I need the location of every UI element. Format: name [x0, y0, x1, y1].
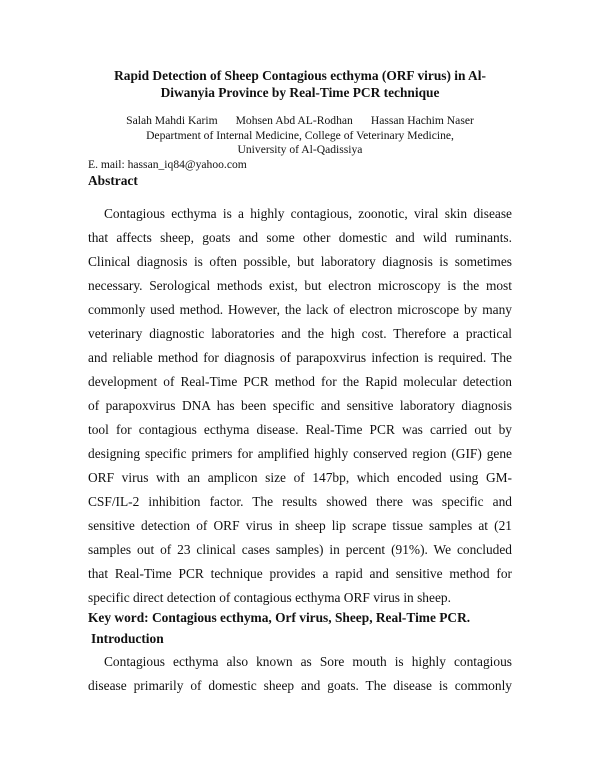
- abstract-line: designing specific primers for amplified highly conserved region (GIF) gene: [88, 446, 512, 461]
- abstract-line: tool for contagious ecthyma disease. Real-Time PCR was carried out by: [88, 422, 512, 437]
- abstract-line: sensitive detection of ORF virus in sheep lip scrape tissue samples at (21: [88, 518, 512, 533]
- abstract-line: Clinical diagnosis is often possible, but laboratory diagnosis is sometimes: [88, 254, 512, 269]
- abstract-line: necessary. Serological methods exist, but electron microscopy is the most: [88, 278, 512, 293]
- abstract-body: [88, 202, 512, 610]
- author-names: [88, 114, 512, 129]
- introduction-body: [88, 650, 512, 698]
- author-name: Mohsen Abd AL-Rodhan: [235, 114, 353, 127]
- title-line: Diwanyia Province by Real-Time PCR technique: [160, 85, 440, 100]
- abstract-line: that affects sheep, goats and some other domestic and wild ruminants.: [88, 230, 512, 245]
- abstract-line: veterinary diagnostic laboratories and the high cost. Therefore a practical: [88, 326, 512, 341]
- abstract-line: Contagious ecthyma is a highly contagious, zoonotic, viral skin disease: [104, 206, 512, 221]
- abstract-line: of parapoxvirus DNA has been specific and sensitive laboratory diagnosis: [88, 398, 512, 413]
- affiliation-line: Department of Internal Medicine, College of Veterinary Medicine,: [146, 128, 454, 142]
- keywords: Key word: Contagious ecthyma, Orf virus, Sheep, Real-Time PCR.: [88, 610, 471, 625]
- abstract-line: development of Real-Time PCR method for the Rapid molecular detection: [88, 374, 512, 389]
- abstract-line: commonly used method. However, the lack of electron microscope by many: [88, 302, 512, 317]
- author-block: [88, 114, 512, 158]
- introduction-line: disease primarily of domestic sheep and goats. The disease is commonly: [88, 678, 512, 693]
- affiliation-line: University of Al-Qadissiya: [237, 143, 363, 156]
- paper-title: [88, 67, 512, 101]
- abstract-heading: Abstract: [88, 173, 138, 188]
- author-name: Salah Mahdi Karim: [126, 114, 218, 127]
- author-name: Hassan Hachim Naser: [370, 114, 474, 127]
- title-line: Rapid Detection of Sheep Contagious ecthyma (ORF virus) in Al-: [114, 68, 486, 83]
- abstract-line: ORF virus with an amplicon size of 147bp, which encoded using GM-: [88, 470, 512, 485]
- introduction-heading: Introduction: [91, 631, 164, 646]
- introduction-line: Contagious ecthyma also known as Sore mouth is highly contagious: [104, 654, 512, 669]
- abstract-line: and reliable method for diagnosis of parapoxvirus infection is required. The: [88, 350, 512, 365]
- abstract-line: specific direct detection of contagious ecthyma ORF virus in sheep.: [88, 590, 451, 605]
- abstract-line: that Real-Time PCR technique provides a rapid and sensitive method for: [88, 566, 512, 581]
- contact-email: E. mail: hassan_iq84@yahoo.com: [88, 158, 247, 171]
- abstract-line: CSF/IL-2 inhibition factor. The results showed there was specific and: [88, 494, 512, 509]
- abstract-line: samples out of 23 clinical cases samples) in percent (91%). We concluded: [88, 542, 512, 557]
